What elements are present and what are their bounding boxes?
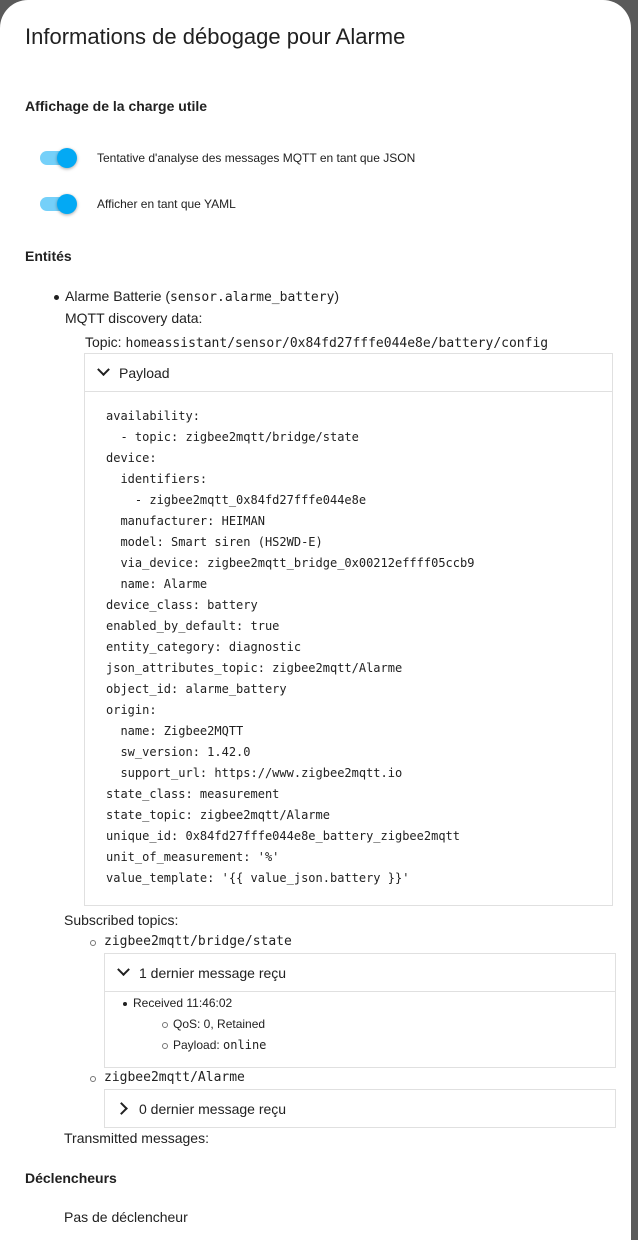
subscribed-topic: zigbee2mqtt/Alarme [104, 1070, 245, 1085]
message-payload-prefix: Payload: [173, 1038, 224, 1052]
message-payload-value: online [223, 1038, 267, 1052]
subscribed-topics-label: Subscribed topics: [64, 912, 179, 928]
messages-expansion-panel [104, 1089, 616, 1128]
message-qos: QoS: 0, Retained [173, 1017, 266, 1031]
chevron-right-icon [115, 1102, 128, 1115]
triggers-heading: Déclencheurs [25, 1170, 117, 1186]
topic-value: homeassistant/sensor/0x84fd27fffe044e8e/battery/config [125, 336, 549, 351]
subscribed-topic: zigbee2mqtt/bridge/state [104, 934, 292, 949]
payload-expansion-panel [84, 353, 613, 906]
yaml-label: Afficher en tant que YAML [97, 197, 236, 211]
json-parse-switch[interactable] [40, 146, 78, 170]
message-received-time: Received 11:46:02 [133, 996, 233, 1010]
bullet-ring-icon [162, 1022, 168, 1028]
close-paren: ) [334, 288, 340, 304]
entities-heading: Entités [25, 248, 72, 264]
discovery-data-label: MQTT discovery data: [65, 310, 203, 326]
topic-line [85, 334, 548, 351]
json-parse-toggle-row [40, 146, 415, 170]
bullet-icon [54, 295, 59, 300]
entity-title-line [65, 288, 339, 305]
messages-expansion-panel [104, 953, 616, 1068]
no-triggers-text: Pas de déclencheur [64, 1209, 188, 1225]
bullet-ring-icon [90, 940, 96, 946]
messages-expander-label: 0 dernier message reçu [139, 1100, 287, 1117]
switch-thumb [57, 194, 77, 214]
payload-display-heading: Affichage de la charge utile [25, 98, 208, 114]
yaml-switch[interactable] [40, 192, 78, 216]
yaml-toggle-row [40, 192, 236, 216]
payload-expander-header[interactable] [85, 354, 612, 392]
transmitted-messages-label: Transmitted messages: [64, 1130, 209, 1146]
bullet-ring-icon [162, 1043, 168, 1049]
payload-content [85, 392, 612, 905]
chevron-down-icon [117, 963, 130, 976]
json-parse-label: Tentative d'analyse des messages MQTT en tant que JSON [97, 151, 416, 165]
bullet-ring-icon [90, 1076, 96, 1082]
chevron-down-icon [97, 363, 110, 376]
messages-expander-header[interactable] [105, 954, 615, 992]
entity-name: Alarme Batterie [65, 288, 162, 304]
switch-thumb [57, 148, 77, 168]
message-payload [173, 1038, 266, 1052]
payload-yaml: availability: - topic: zigbee2mqtt/bridge/state device: identifiers: - zigbee2mqtt_0x84fd27fffe044e8e manufacturer: HEIMAN model: Smart siren (HS2WD-E) via_device: zigbee2mqtt_bridge_0x00212effff05ccb9 name: Alarme device_class: battery enabled_by_default: true entity_category: diagnostic json_attributes_topic: zigbee2mqtt/Alarme object_id: alarme_battery origin: name: Zigbee2MQTT sw_version: 1.42.0 support_url: https://www.zigbee2mqtt.io state_class: measurement state_topic: zigbee2mqtt/Alarme unique_id: 0x84fd27fffe044e8e_battery_zigbee2mqtt unit_of_measurement: '%' value_template: '{{ value_json.battery }}' [106, 409, 475, 885]
dialog-title: Informations de débogage pour Alarme [25, 24, 406, 49]
topic-label: Topic: [85, 334, 122, 350]
entity-id: sensor.alarme_battery [170, 290, 335, 305]
open-paren: ( [165, 288, 171, 304]
bullet-icon [123, 1002, 127, 1006]
messages-expander-label: 1 dernier message reçu [139, 964, 287, 981]
messages-content [105, 992, 615, 1067]
payload-expander-label: Payload [119, 364, 170, 381]
messages-expander-header[interactable] [105, 1090, 615, 1127]
